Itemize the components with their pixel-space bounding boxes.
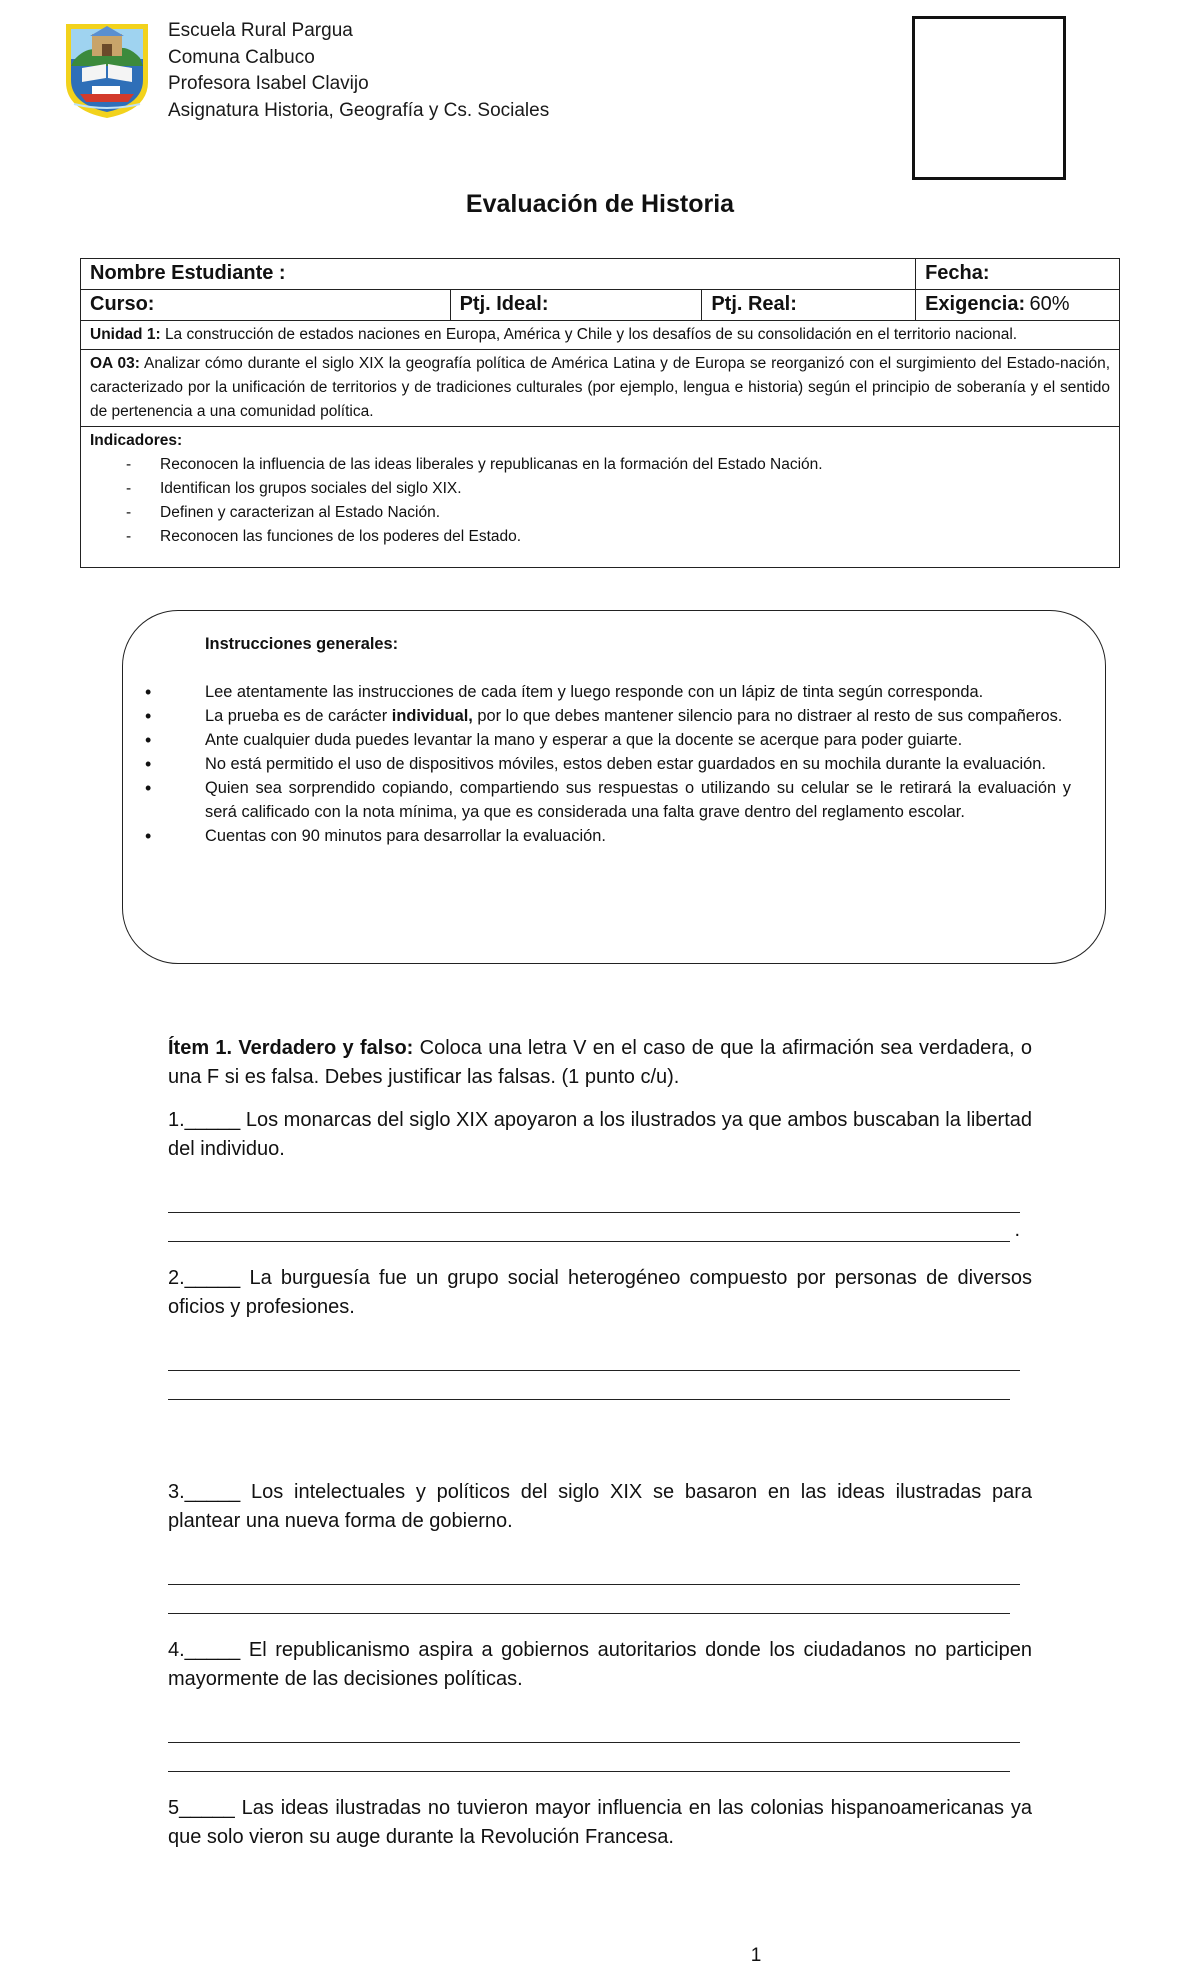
item-1-heading <box>168 1034 1032 1092</box>
unit-cell <box>81 321 1120 350</box>
school-info <box>168 18 549 124</box>
instruction-item: • No está permitido el uso de dispositivos móviles, estos deben estar guardados en su mochila durante la evaluación. <box>143 752 1071 776</box>
instruction-item: • Quien sea sorprendido copiando, compartiendo sus respuestas o utilizando su celular se le retirará la evaluación y será calificado con la nota mínima, ya que es considerada una falta grave dentro del reglamento escolar. <box>143 776 1071 824</box>
exigencia-value: 60% <box>1029 293 1070 315</box>
instructions-box <box>122 610 1106 964</box>
question-3: 3._____ Los intelectuales y políticos del siglo XIX se basaron en las ideas ilustradas para plantear una nueva forma de gobierno. <box>168 1481 1032 1532</box>
course-cell[interactable] <box>81 290 451 321</box>
ideal-score-label: Ptj. Ideal: <box>459 293 549 315</box>
instruction-item: • Ante cualquier duda puedes levantar la mano y esperar a que la docente se acerque para poder guiarte. <box>143 728 1071 752</box>
exigencia-label: Exigencia: <box>925 293 1026 315</box>
instruction-text: por lo que debes mantener silencio para no distraer al resto de sus compañeros. <box>472 707 1063 725</box>
instruction-item <box>143 704 1071 728</box>
instruction-emphasis: individual, <box>391 707 473 725</box>
instructions-title: Instrucciones generales: <box>205 635 399 653</box>
instruction-item: • Cuentas con 90 minutos para desarrollar la evaluación. <box>143 824 1071 848</box>
exigencia-cell <box>916 290 1120 321</box>
question-4: 4._____ El republicanismo aspira a gobiernos autoritarios donde los ciudadanos no participen mayormente de las decisiones políticas. <box>168 1639 1032 1690</box>
line-end-dot: . <box>1014 1219 1020 1241</box>
item-1-section <box>168 1034 1032 1852</box>
indicators-label: Indicadores: <box>90 432 183 449</box>
ideal-score-cell[interactable] <box>450 290 702 321</box>
grade-box[interactable] <box>912 16 1066 180</box>
item-1-heading-bold: Ítem 1. Verdadero y falso: <box>168 1037 414 1059</box>
indicator-item: - Identifican los grupos sociales del siglo XIX. <box>126 477 1110 501</box>
answer-lines-3[interactable] <box>168 1556 1020 1614</box>
answer-line[interactable] <box>168 1585 1010 1614</box>
answer-lines-1[interactable] <box>168 1184 1020 1242</box>
date-cell[interactable] <box>916 259 1120 290</box>
question-1: 1._____ Los monarcas del siglo XIX apoyaron a los ilustrados ya que ambos buscaban la libertad del individuo. <box>168 1109 1032 1160</box>
unit-label: Unidad 1: <box>90 326 161 343</box>
indicator-item: - Reconocen la influencia de las ideas liberales y republicanas en la formación del Estado Nación. <box>126 453 1110 477</box>
indicator-item: - Definen y caracterizan al Estado Nación. <box>126 501 1110 525</box>
oa-cell <box>81 350 1120 427</box>
answer-line[interactable] <box>168 1342 1020 1371</box>
answer-line[interactable] <box>168 1371 1010 1400</box>
indicator-item: - Reconocen las funciones de los poderes del Estado. <box>126 525 1110 549</box>
answer-line[interactable] <box>168 1743 1010 1772</box>
indicators-cell <box>81 427 1120 568</box>
school-name: Escuela Rural Pargua <box>168 20 353 41</box>
commune: Comuna Calbuco <box>168 46 315 68</box>
oa-text: Analizar cómo durante el siglo XIX la geografía política de América Latina y de Europa se reorganizó con el surgimiento del Estado-nación, caracterizado por la unificación de territorios y de tradiciones culturales (por ejemplo, lengua e historia) según el principio de soberanía y el sentido de pertenencia a una comunidad política. <box>90 355 1111 420</box>
answer-line[interactable] <box>168 1213 1020 1242</box>
question-2: 2._____ La burguesía fue un grupo social heterogéneo compuesto por personas de diversos oficios y profesiones. <box>168 1267 1032 1318</box>
instruction-item: • Lee atentamente las instrucciones de cada ítem y luego responde con un lápiz de tinta según corresponda. <box>143 680 1071 704</box>
answer-lines-4[interactable] <box>168 1714 1020 1772</box>
info-table <box>80 258 1120 568</box>
answer-lines-2[interactable] <box>168 1342 1020 1400</box>
instruction-text: La prueba es de carácter <box>205 707 392 725</box>
unit-text: La construcción de estados naciones en Europa, América y Chile y los desafíos de su consolidación en el territorio nacional. <box>164 326 1018 343</box>
date-label: Fecha: <box>925 262 990 284</box>
page-title: Evaluación de Historia <box>465 190 735 218</box>
student-name-cell[interactable] <box>81 259 916 290</box>
course-label: Curso: <box>90 293 155 315</box>
teacher: Profesora Isabel Clavijo <box>168 73 369 94</box>
instructions-list <box>143 680 1071 848</box>
answer-line[interactable] <box>168 1714 1020 1743</box>
subject: Asignatura Historia, Geografía y Cs. Sociales <box>168 99 550 121</box>
answer-line[interactable] <box>168 1556 1020 1585</box>
item-1-heading-text: Coloca una letra V en el caso de que la afirmación sea verdadera, o una F si es falsa. Debes justificar las falsas. (1 punto c/u). <box>168 1037 1032 1088</box>
real-score-cell[interactable] <box>702 290 916 321</box>
indicators-list <box>90 453 1110 565</box>
student-name-label: Nombre Estudiante : <box>90 262 286 284</box>
real-score-label: Ptj. Real: <box>711 293 797 315</box>
page-number: 1 <box>750 1945 762 1966</box>
school-logo <box>62 20 152 120</box>
question-5: 5_____ Las ideas ilustradas no tuvieron mayor influencia en las colonias hispanoamericanas ya que solo vieron su auge durante la Revolución Francesa. <box>168 1797 1032 1848</box>
answer-line[interactable] <box>168 1184 1020 1213</box>
oa-label: OA 03: <box>90 355 140 372</box>
